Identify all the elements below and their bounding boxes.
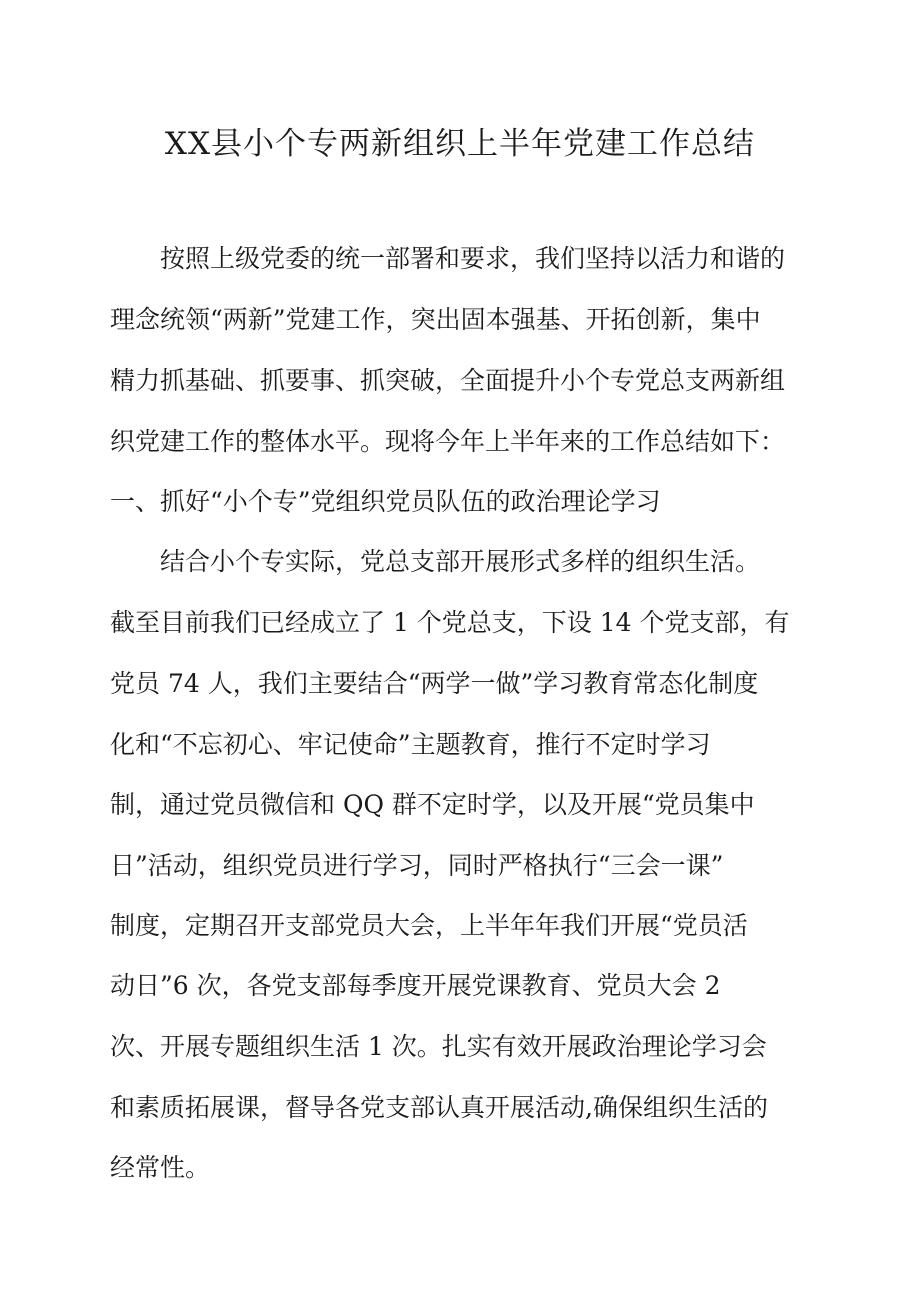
paragraph-line: 按照上级党委的统一部署和要求，我们坚持以活力和谐的 bbox=[110, 244, 786, 273]
paragraph-line: 织党建工作的整体水平。现将今年上半年来的工作总结如下： bbox=[110, 427, 786, 456]
paragraph-line: 制度，定期召开支部党员大会，上半年年我们开展“党员活 bbox=[110, 911, 748, 940]
paragraph-line: 次、开展专题组织生活 1 次。扎实有效开展政治理论学习会 bbox=[110, 1032, 767, 1061]
paragraph-line: 理念统领“两新”党建工作，突出固本强基、开拓创新，集中 bbox=[110, 305, 761, 334]
document-title: XX县小个专两新组织上半年党建工作总结 bbox=[164, 126, 756, 162]
paragraph-line: 制，通过党员微信和 QQ 群不定时学，以及开展“党员集中 bbox=[110, 790, 755, 819]
paragraph-line: 日”活动，组织党员进行学习，同时严格执行“三会一课” bbox=[110, 851, 724, 880]
paragraph-line: 和素质拓展课，督导各党支部认真开展活动,确保组织生活的 bbox=[110, 1093, 768, 1122]
paragraph-line: 结合小个专实际，党总支部开展形式多样的组织生活。 bbox=[110, 547, 761, 576]
paragraph-line: 精力抓基础、抓要事、抓突破，全面提升小个专党总支两新组 bbox=[110, 366, 786, 395]
section-heading: 一、抓好“小个专”党组织党员队伍的政治理论学习 bbox=[110, 487, 661, 516]
paragraph-line: 化和“不忘初心、牢记使命”主题教育，推行不定时学习 bbox=[110, 730, 711, 759]
paragraph-line: 党员 74 人，我们主要结合“两学一做”学习教育常态化制度 bbox=[110, 669, 759, 698]
paragraph-line: 截至目前我们已经成立了 1 个党总支，下设 14 个党支部，有 bbox=[110, 608, 790, 637]
paragraph-line: 动日”6 次，各党支部每季度开展党课教育、党员大会 2 bbox=[110, 971, 721, 1000]
paragraph-line: 经常性。 bbox=[110, 1153, 211, 1182]
